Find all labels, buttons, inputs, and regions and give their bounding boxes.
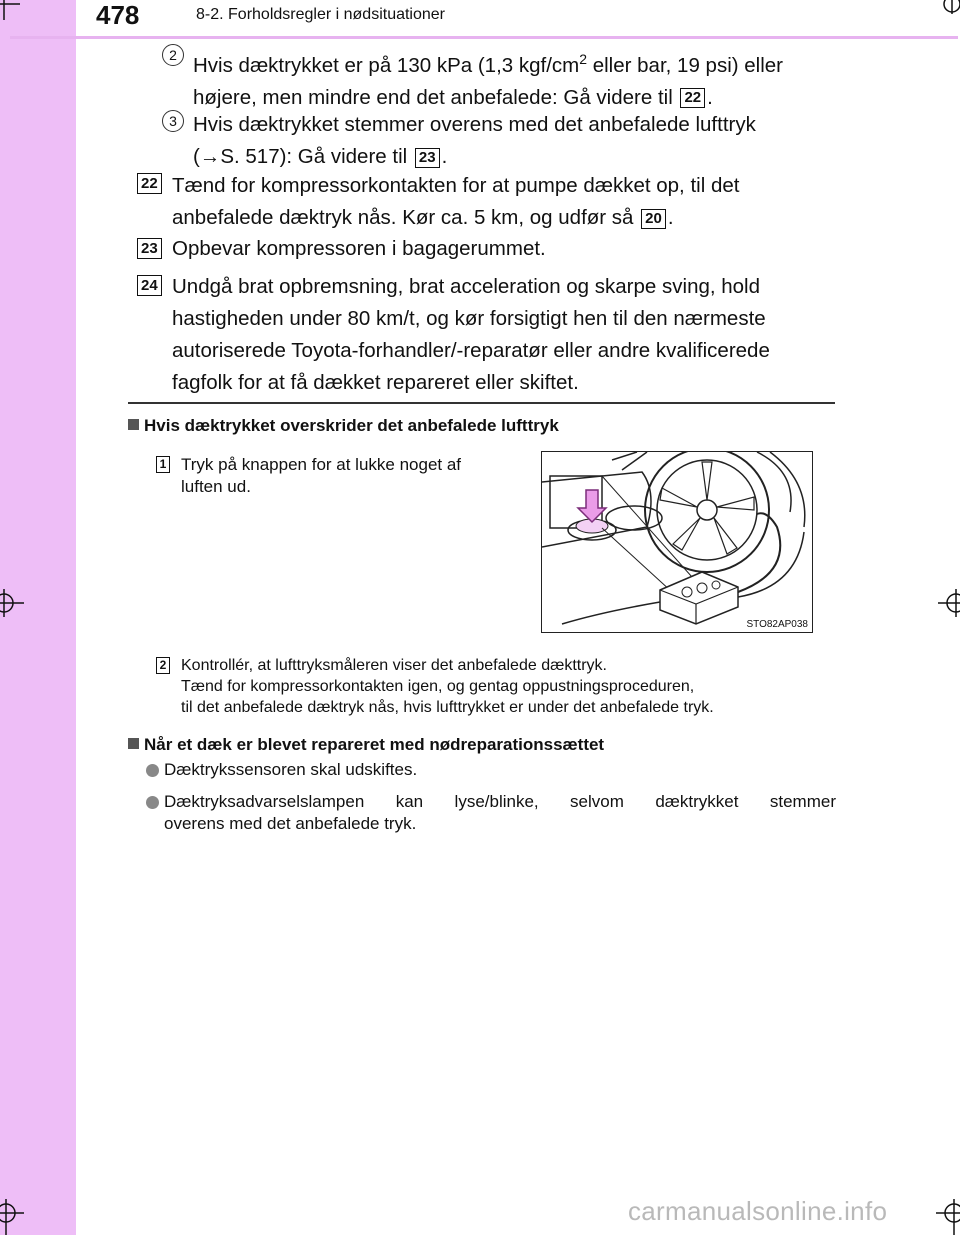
step-22-line2a: anbefalede dæktryk nås. Kør ca. 5 km, og udfør så xyxy=(172,206,640,229)
step-2-line1a: Hvis dæktrykket er på 130 kPa (1,3 kgf/cm xyxy=(193,53,580,77)
step-22-marker: 22 xyxy=(137,173,162,194)
item-2-text xyxy=(181,655,841,718)
bullet-2-line1: Dæktryksadvarselslampen kan lyse/blinke, selvom dæktrykket stemmer xyxy=(164,792,836,811)
item-1-line1: Tryk på knappen for at lukke noget af xyxy=(181,455,462,474)
image-code: STO82AP038 xyxy=(746,619,808,630)
step-2-sup: 2 xyxy=(579,51,588,67)
item-2-line1: Kontrollér, at lufttryksmåleren viser det anbefalede dækttryk. xyxy=(181,657,607,674)
section-2-bullet-1: Dæktrykssensoren skal udskiftes. xyxy=(164,760,418,779)
section-2-bullet-2 xyxy=(164,791,836,835)
section-1-heading-text: Hvis dæktrykket overskrider det anbefalede lufttryk xyxy=(144,416,559,435)
step-24-line2: hastigheden under 80 km/t, og kør forsigtigt hen til den nærmeste xyxy=(172,307,766,330)
step-2-text xyxy=(193,43,829,114)
step-2-line2b: . xyxy=(707,85,713,109)
square-bullet-icon xyxy=(128,419,139,430)
step-ref-22[interactable]: 22 xyxy=(680,88,705,108)
section-1-heading xyxy=(128,416,559,436)
step-3-line1: Hvis dæktrykket stemmer overens med det anbefalede lufttryk xyxy=(193,113,756,136)
step-22-line2b: . xyxy=(667,206,674,229)
crop-mark-top-right-icon xyxy=(930,0,960,30)
bullet-2-line2: overens med det anbefalede tryk. xyxy=(164,814,417,833)
square-bullet-icon xyxy=(128,738,139,749)
crop-mark-top-left-icon xyxy=(0,0,40,40)
item-2-line3: til det anbefalede dæktryk nås, hvis lufttrykket er under det anbefalede tryk. xyxy=(181,699,714,716)
step-24-marker: 24 xyxy=(137,275,162,296)
step-23-text: Opbevar kompressoren i bagagerummet. xyxy=(172,237,546,260)
step-3-line2a: (→S. 517): Gå videre til xyxy=(193,145,413,168)
registration-mark-left-icon xyxy=(0,585,40,625)
item-2-marker: 2 xyxy=(156,657,170,674)
registration-mark-right-icon xyxy=(930,585,960,625)
step-3-marker: 3 xyxy=(162,110,184,132)
watermark: carmanualsonline.info xyxy=(628,1196,888,1226)
compressor-illustration xyxy=(541,451,813,633)
bullet-dot-icon xyxy=(146,764,159,777)
step-23-marker: 23 xyxy=(137,238,162,259)
step-3-text xyxy=(193,109,829,173)
tire-compressor-drawing-icon xyxy=(542,452,812,632)
section-2-heading-text: Når et dæk er blevet repareret med nødreparationssættet xyxy=(144,735,605,754)
step-2-marker: 2 xyxy=(162,44,184,66)
crop-mark-bottom-right-icon xyxy=(930,1195,960,1235)
section-title: 8-2. Forholdsregler i nødsituationer xyxy=(196,6,446,23)
step-ref-23[interactable]: 23 xyxy=(415,148,440,168)
item-1-text xyxy=(181,454,531,498)
step-2-line2a: højere, men mindre end det anbefalede: Gå videre til xyxy=(193,85,679,109)
step-22-text xyxy=(172,170,829,234)
step-22-line1: Tænd for kompressorkontakten for at pumpe dækket op, til det xyxy=(172,174,740,197)
section-divider xyxy=(128,402,835,404)
step-24-line4: fagfolk for at få dækket repareret eller skiftet. xyxy=(172,371,579,394)
item-1-line2: luften ud. xyxy=(181,477,251,496)
step-24-line3: autoriserede Toyota-forhandler/-reparatør eller andre kvalificerede xyxy=(172,339,770,362)
header-divider xyxy=(10,36,958,39)
item-1-marker: 1 xyxy=(156,456,170,473)
step-24-line1: Undgå brat opbremsning, brat acceleration og skarpe sving, hold xyxy=(172,275,761,298)
step-3-line2b: . xyxy=(441,145,448,168)
step-2-line1b: eller bar, 19 psi) eller xyxy=(587,53,784,77)
step-ref-20[interactable]: 20 xyxy=(641,209,666,229)
crop-mark-bottom-left-icon xyxy=(0,1195,40,1235)
step-24-text xyxy=(172,271,829,399)
page-number: 478 xyxy=(96,0,140,30)
bullet-dot-icon xyxy=(146,796,159,809)
section-2-heading xyxy=(128,735,604,755)
item-2-line2: Tænd for kompressorkontakten igen, og gentag oppustningsproceduren, xyxy=(181,678,695,695)
